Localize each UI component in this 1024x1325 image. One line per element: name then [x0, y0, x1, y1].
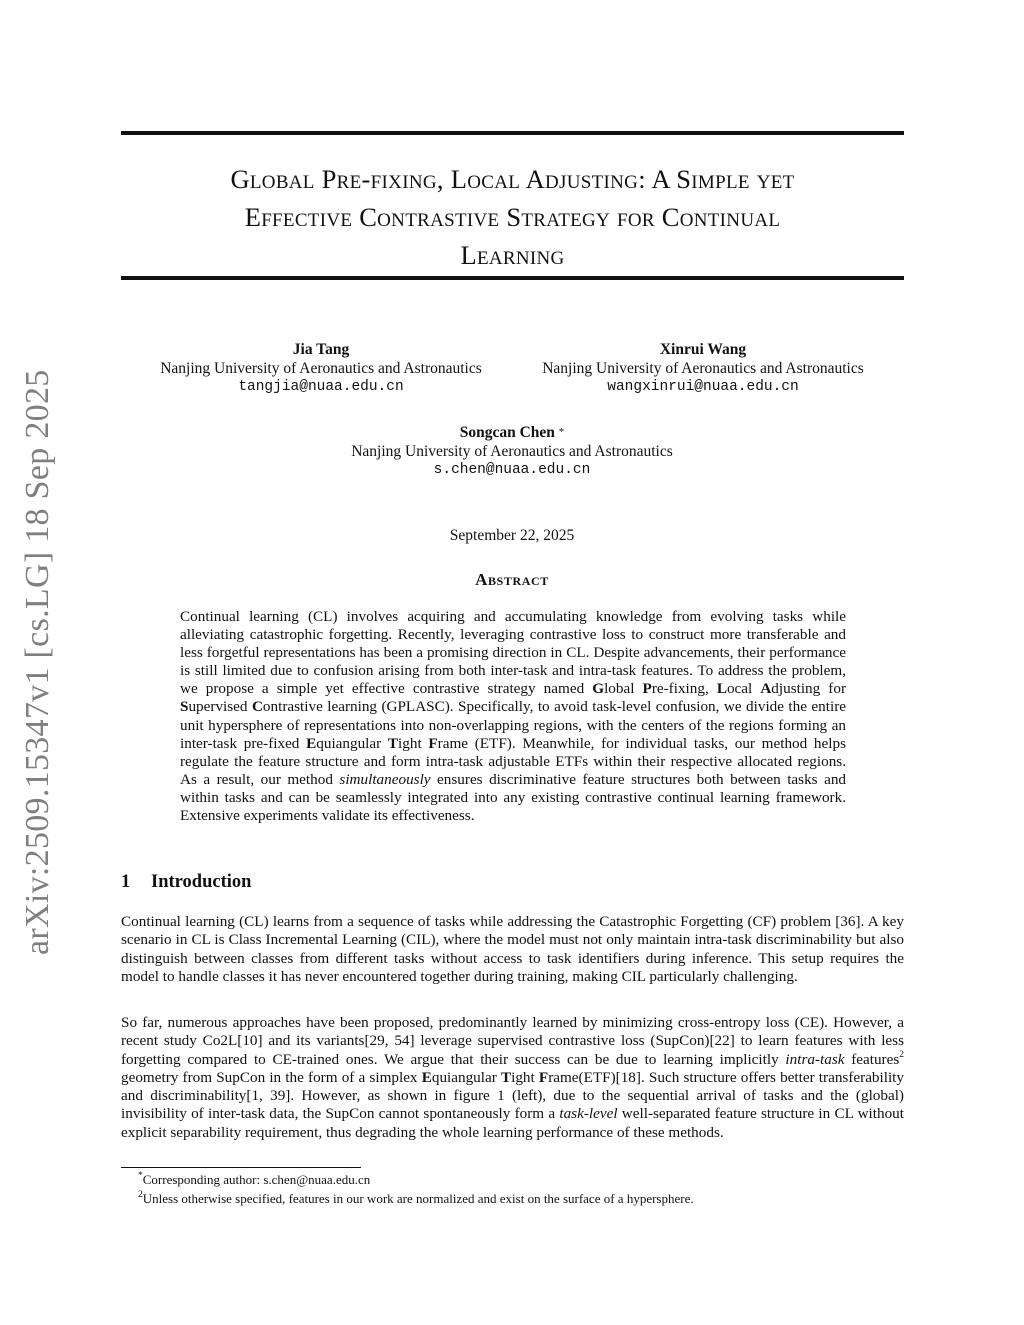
author-name: Songcan Chen: [459, 424, 555, 441]
abstract-text: Continual learning (CL) involves acquiring and accumulating knowledge from evolving tasks while alleviating catastrophic forgetting. Recently, leveraging contrastive loss to construct more transferable and less forgetful representations has been a promising direction in CL. Despite advancements, their performance is still limited due to confusion arising from both inter-task and intra-task features. To address the problem, we propose a simple yet effective contrastive strategy named Global Pre-fixing, Local Adjusting for Supervised Contrastive learning (GPLASC). Specifically, to avoid task-level confusion, we divide the entire unit hypersphere of representations into non-overlapping regions, with the centers of the regions forming an inter-task pre-fixed Equiangular Tight Frame (ETF). Meanwhile, for individual tasks, our method helps regulate the feature structure and form intra-task adjustable ETFs within their respective allocated regions. As a result, our method simultaneously ensures discriminative feature structures both between tasks and within tasks and can be seamlessly integrated into any existing contrastive continual learning framework. Extensive experiments validate its effectiveness.: [180, 608, 847, 825]
author-block-3: [312, 423, 712, 480]
author-name: Jia Tang: [292, 341, 350, 358]
title-bottom-rule: [121, 276, 904, 280]
section-title: Introduction: [151, 872, 252, 892]
corresponding-marker[interactable]: *: [558, 426, 565, 438]
footnote-1: [138, 1172, 370, 1188]
section-heading-introduction: [121, 872, 251, 893]
author-email[interactable]: s.chen@nuaa.edu.cn: [433, 462, 591, 478]
footnote-2-ref[interactable]: 2: [899, 1049, 905, 1060]
arxiv-side-stamp: arXiv:2509.15347v1 [cs.LG] 18 Sep 2025: [19, 369, 56, 955]
author-email[interactable]: tangjia@nuaa.edu.cn: [238, 379, 404, 395]
abstract-heading: Abstract: [475, 570, 549, 589]
author-name: Xinrui Wang: [659, 341, 747, 358]
title-line-2: Effective Contrastive Strategy for Continual: [244, 202, 781, 232]
footnote-divider: [121, 1167, 361, 1168]
footnote-marker: 2: [138, 1190, 143, 1200]
author-block-2: [503, 340, 903, 397]
footnote-text: Corresponding author: s.chen@nuaa.edu.cn: [142, 1172, 371, 1187]
title-top-rule: [121, 131, 904, 135]
footnote-text: Unless otherwise specified, features in our work are normalized and exist on the surface of a hypersphere.: [142, 1191, 694, 1206]
footnote-marker: *: [138, 1171, 143, 1181]
author-affiliation: Nanjing University of Aeronautics and Astronautics: [542, 360, 864, 377]
author-affiliation: Nanjing University of Aeronautics and Astronautics: [351, 443, 673, 460]
author-affiliation: Nanjing University of Aeronautics and Astronautics: [160, 360, 482, 377]
title-line-1: Global Pre-fixing, Local Adjusting: A Simple yet: [230, 164, 795, 194]
author-email[interactable]: wangxinrui@nuaa.edu.cn: [607, 379, 799, 395]
paper-date: September 22, 2025: [449, 527, 575, 544]
intro-paragraph-2: So far, numerous approaches have been proposed, predominantly learned by minimizing cross-entropy loss (CE). However, a recent study Co2L[10] and its variants[29, 54] leverage supervised contrastive loss (SupCon)[22] to learn features with less forgetting compared to CE-trained ones. We argue that their success can be due to learning implicitly intra-task features$^2$ geometry from SupCon in the form of a simplex Equiangular Tight Frame(ETF)[18]. Such structure offers better transferability and discriminability[1, 39]. However, as shown in figure 1 (left), due to the sequential arrival of tasks and the (global) invisibility of inter-task data, the SupCon cannot spontaneously form a task-level well-separated feature structure in CL without explicit separability requirement, thus degrading the whole learning performance of these methods.: [121, 1014, 905, 1141]
paper-title: [121, 160, 904, 274]
intro-paragraph-1: Continual learning (CL) learns from a sequence of tasks while addressing the Catastrophic Forgetting (CF) problem [36]. A key scenario in CL is Class Incremental Learning (CIL), where the model must not only maintain intra-task discriminability but also distinguish between classes from different tasks without access to task identifiers during inference. This setup requires the model to handle classes it has never encountered together during training, making CIL particularly challenging.: [121, 913, 904, 985]
title-line-3: Learning: [460, 240, 565, 270]
author-block-1: [121, 340, 521, 397]
footnote-2: [138, 1191, 694, 1207]
section-number: 1: [121, 872, 131, 892]
